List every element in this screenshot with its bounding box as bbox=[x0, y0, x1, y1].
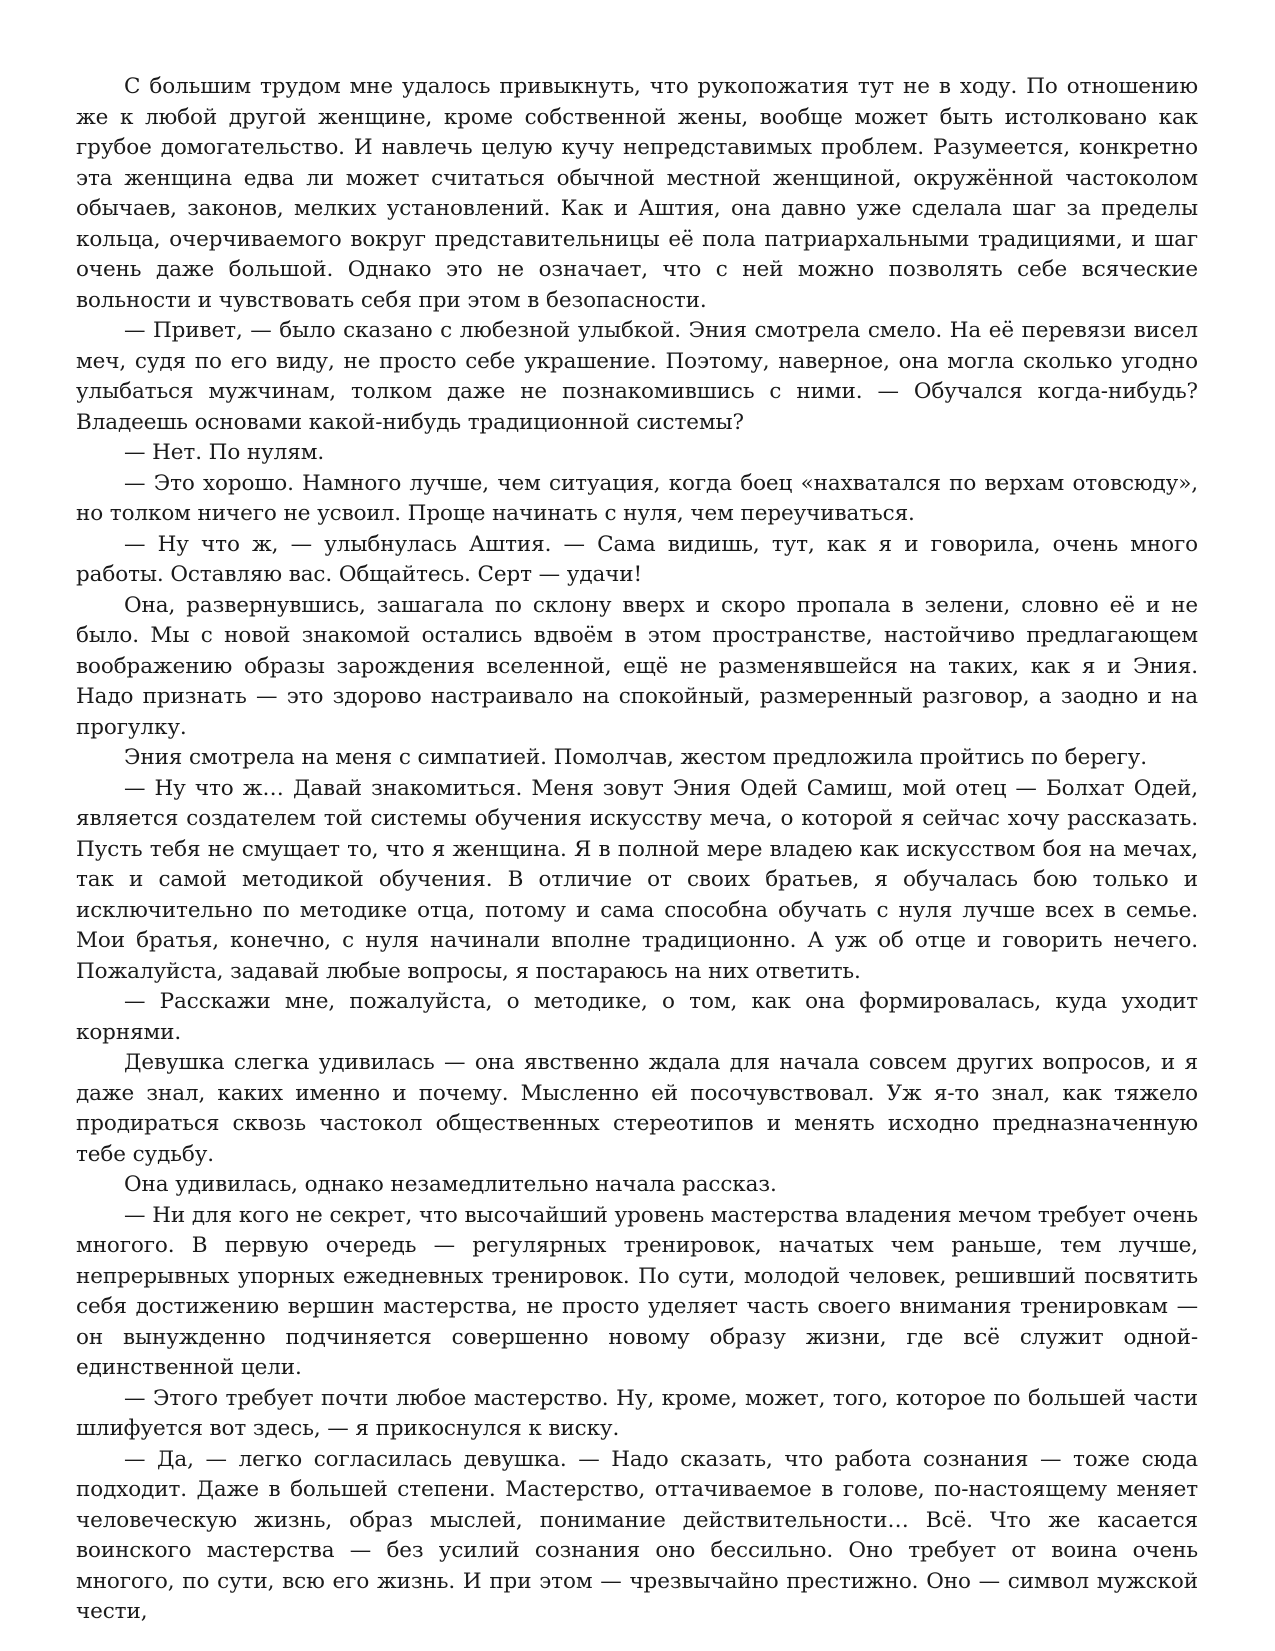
paragraph: Девушка слегка удивилась — она явственно ждала для начала совсем других вопросов, и я даже знал, каких именно и почему. Мысленно ей посочувствовал. Уж я-то знал, как тяжело продираться сквозь частокол общественных стереотипов и менять исходно предназначенную тебе судьбу. bbox=[76, 1050, 1198, 1167]
paragraph: — Ни для кого не секрет, что высочайший уровень мастерства владения мечом требует очень многого. В первую очередь — регулярных тренировок, начатых чем раньше, тем лучше, непрерывных упорных ежедневных тренировок. По сути, молодой человек, решивший посвятить себя достижению вершин мастерства, не просто уделяет часть своего внимания тренировкам — он вынужденно подчиняется совершенно новому образу жизни, где всё служит одной-единственной цели. bbox=[76, 1202, 1198, 1380]
paragraph: — Ну что ж, — улыбнулась Аштия. — Сама видишь, тут, как я и говорила, очень много работы. Оставляю вас. Общайтесь. Серт — удачи! bbox=[76, 531, 1198, 587]
paragraph: С большим трудом мне удалось привыкнуть, что рукопожатия тут не в ходу. По отношению же к любой другой женщине, кроме собственной жены, вообще может быть истолковано как грубое домогательство. И навлечь целую кучу непредставимых проблем. Разумеется, конкретно эта женщина едва ли может считаться обычной местной женщиной, окружённой частоколом обычаев, законов, мелких установлений. Как и Аштия, она давно уже сделала шаг за пределы кольца, очерчиваемого вокруг представительницы её пола патриархальными традициями, и шаг очень даже большой. Однако это не означает, что с ней можно позволять себе всяческие вольности и чувствовать себя при этом в безопасности. bbox=[76, 74, 1198, 313]
paragraph: Она удивилась, однако незамедлительно начала рассказ. bbox=[124, 1172, 777, 1197]
paragraph: — Расскажи мне, пожалуйста, о методике, о том, как она формировалась, куда уходит корнями. bbox=[76, 989, 1198, 1045]
paragraph: — Привет, — было сказано с любезной улыбкой. Эния смотрела смело. На её перевязи висел меч, судя по его виду, не просто себе украшение. Поэтому, наверное, она могла сколько угодно улыбаться мужчинам, толком даже не познакомившись с ними. — Обучался когда-нибудь? Владеешь основами какой-нибудь традиционной системы? bbox=[76, 318, 1198, 435]
paragraph: — Этого требует почти любое мастерство. Ну, кроме, может, того, которое по большей части шлифуется вот здесь, — я прикоснулся к виску. bbox=[76, 1385, 1198, 1441]
paragraph: — Да, — легко согласилась девушка. — Надо сказать, что работа сознания — тоже сюда подходит. Даже в большей степени. Мастерство, оттачиваемое в голове, по-настоящему меняет человеческую жизнь, образ мыслей, понимание действительности… Всё. Что же касается воинского мастерства — без усилий сознания оно бессильно. Оно требует от воина очень многого, по сути, всю его жизнь. И при этом — чрезвычайно престижно. Оно — символ мужской чести, bbox=[76, 1446, 1198, 1624]
paragraph: — Это хорошо. Намного лучше, чем ситуация, когда боец «нахватался по верхам отовсюду», но толком ничего не усвоил. Проще начинать с нуля, чем переучиваться. bbox=[76, 470, 1198, 526]
paragraph: — Нет. По нулям. bbox=[124, 440, 325, 465]
page-text bbox=[76, 72, 1198, 1628]
paragraph: Эния смотрела на меня с симпатией. Помолчав, жестом предложила пройтись по берегу. bbox=[124, 745, 1147, 770]
paragraph: Она, развернувшись, зашагала по склону вверх и скоро пропала в зелени, словно её и не было. Мы с новой знакомой остались вдвоём в этом пространстве, настойчиво предлагающем воображению образы зарождения вселенной, ещё не разменявшейся на таких, как я и Эния. Надо признать — это здорово настраивало на спокойный, размеренный разговор, а заодно и на прогулку. bbox=[76, 592, 1198, 740]
paragraph: — Ну что ж… Давай знакомиться. Меня зовут Эния Одей Самиш, мой отец — Болхат Одей, является создателем той системы обучения искусству меча, о которой я сейчас хочу рассказать. Пусть тебя не смущает то, что я женщина. Я в полной мере владею как искусством боя на мечах, так и самой методикой обучения. В отличие от своих братьев, я обучалась бою только и исключительно по методике отца, потому и сама способна обучать с нуля лучше всех в семье. Мои братья, конечно, с нуля начинали вполне традиционно. А уж об отце и говорить нечего. Пожалуйста, задавай любые вопросы, я постараюсь на них ответить. bbox=[76, 775, 1198, 984]
